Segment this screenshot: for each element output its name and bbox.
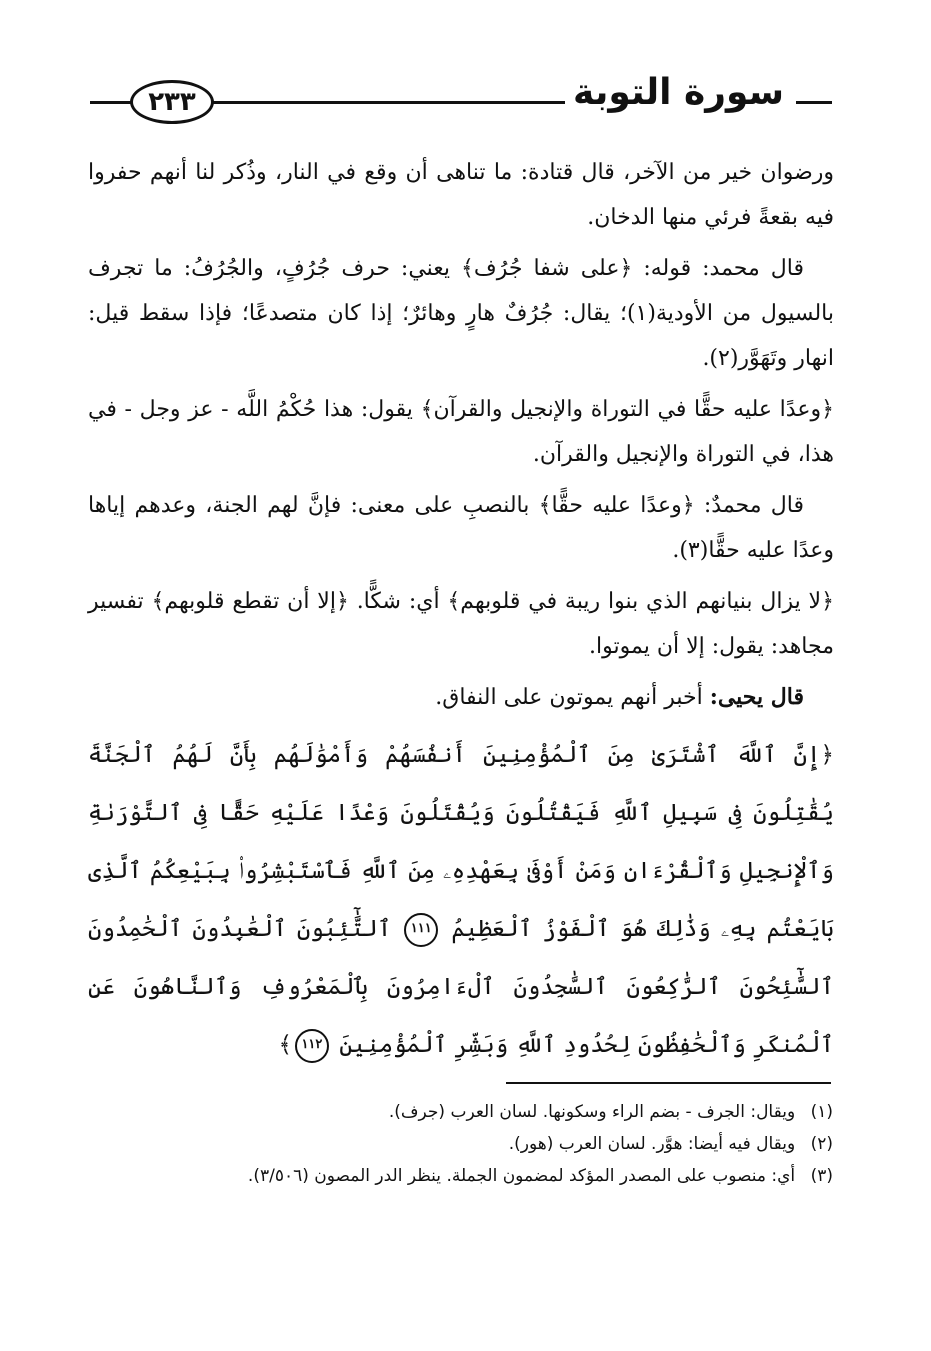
header-rule (796, 101, 832, 104)
ayah-number-marker: ١١١ (404, 913, 438, 947)
footnote (93, 1128, 833, 1160)
quran-verse-text: ٱلتَّٰٓئِبُونَ ٱلْعَٰبِدُونَ ٱلْحَٰمِدُونَ ٱلسَّٰٓئِحُونَ ٱلرَّٰكِعُونَ ٱلسَّٰجِدُونَ ٱلْءَامِرُونَ بِٱلْمَعْرُوفِ وَٱلنَّاهُونَ عَنِ ٱلْمُنكَرِ وَٱلْحَٰفِظُونَ لِحُدُودِ ٱللَّهِ وَبَشِّرِ ٱلْمُؤْمِنِينَ (88, 916, 834, 1058)
paragraph-yahya (88, 675, 834, 720)
paragraph: قال محمد: قوله: ﴿على شفا جُرُف﴾ يعني: حرف جُرُفٍ، والجُرُفُ: ما تجرف بالسيول من الأودية(١)؛ يقال: جُرُفٌ هارٍ وهائرٌ؛ إذا كان متصدعًا؛ فإذا سقط قيل: انهار وتَهَوَّر(٢). (88, 256, 834, 371)
page-header (90, 68, 832, 132)
footnote (93, 1160, 833, 1192)
footnote-number: (٢) (810, 1134, 833, 1154)
footnotes (93, 1096, 833, 1192)
footnote-text: أي: منصوب على المصدر المؤكد لمضمون الجملة. ينظر الدر المصون (٣/٥٠٦). (247, 1166, 796, 1186)
quran-verse (88, 726, 834, 1074)
quran-close-bracket: ﴾ (278, 1032, 292, 1058)
footnote-text: ويقال فيه أيضا: هوَّر. لسان العرب (هور). (508, 1134, 796, 1154)
speaker-text: أخبر أنهم يموتون على النفاق. (435, 685, 703, 710)
footnote-number: (١) (810, 1102, 833, 1122)
footnote-separator (506, 1082, 831, 1084)
main-text (88, 150, 834, 1080)
surah-title: سورة التوبة (565, 72, 792, 113)
quran-verse-text: ﴿إِنَّ ٱللَّهَ ٱشْتَرَىٰ مِنَ ٱلْمُؤْمِنِينَ أَنفُسَهُمْ وَأَمْوَٰلَهُم بِأَنَّ لَهُمُ ٱلْجَنَّةَ يُقَٰتِلُونَ فِى سَبِيلِ ٱللَّهِ فَيَقْتُلُونَ وَيُقْتَلُونَ وَعْدًا عَلَيْهِ حَقًّا فِى ٱلتَّوْرَىٰةِ وَٱلْإِنجِيلِ وَٱلْقُرْءَانِ وَمَنْ أَوْفَىٰ بِعَهْدِهِۦ مِنَ ٱللَّهِ فَٱسْتَبْشِرُوا۟ بِبَيْعِكُمُ ٱلَّذِى بَايَعْتُم بِهِۦ وَذَٰلِكَ هُوَ ٱلْفَوْزُ ٱلْعَظِيمُ (88, 742, 834, 942)
ayah-number-marker: ١١٢ (295, 1029, 329, 1063)
paragraph: ورضوان خير من الآخر، قال قتادة: ما تناهى أن وقع في النار، وذُكر لنا أنهم حفروا فيه بقعةً فرئي منها الدخان. (88, 160, 834, 230)
header-rule (90, 101, 132, 104)
paragraph: قال محمدٌ: ﴿وعدًا عليه حقًّا﴾ بالنصبِ على معنى: فإنَّ لهم الجنة، وعدهم إياها وعدًا عليه حقًّا(٣). (88, 493, 834, 563)
footnote-text: ويقال: الجرف - بضم الراء وسكونها. لسان العرب (جرف). (388, 1102, 796, 1122)
paragraph: ﴿وعدًا عليه حقًّا في التوراة والإنجيل والقرآن﴾ يقول: هذا حُكْمُ اللَّه - عز وجل - في هذا، في التوراة والإنجيل والقرآن. (88, 397, 834, 467)
footnote-number: (٣) (810, 1166, 833, 1186)
page-number: ٢٣٣ (130, 80, 214, 124)
speaker-label: قال يحيى: (709, 684, 804, 710)
paragraph: ﴿لا يزال بنيانهم الذي بنوا ريبة في قلوبهم﴾ أي: شكًّا. ﴿إلا أن تقطع قلوبهم﴾ تفسير مجاهد: يقول: إلا أن يموتوا. (88, 589, 834, 659)
footnote (93, 1096, 833, 1128)
